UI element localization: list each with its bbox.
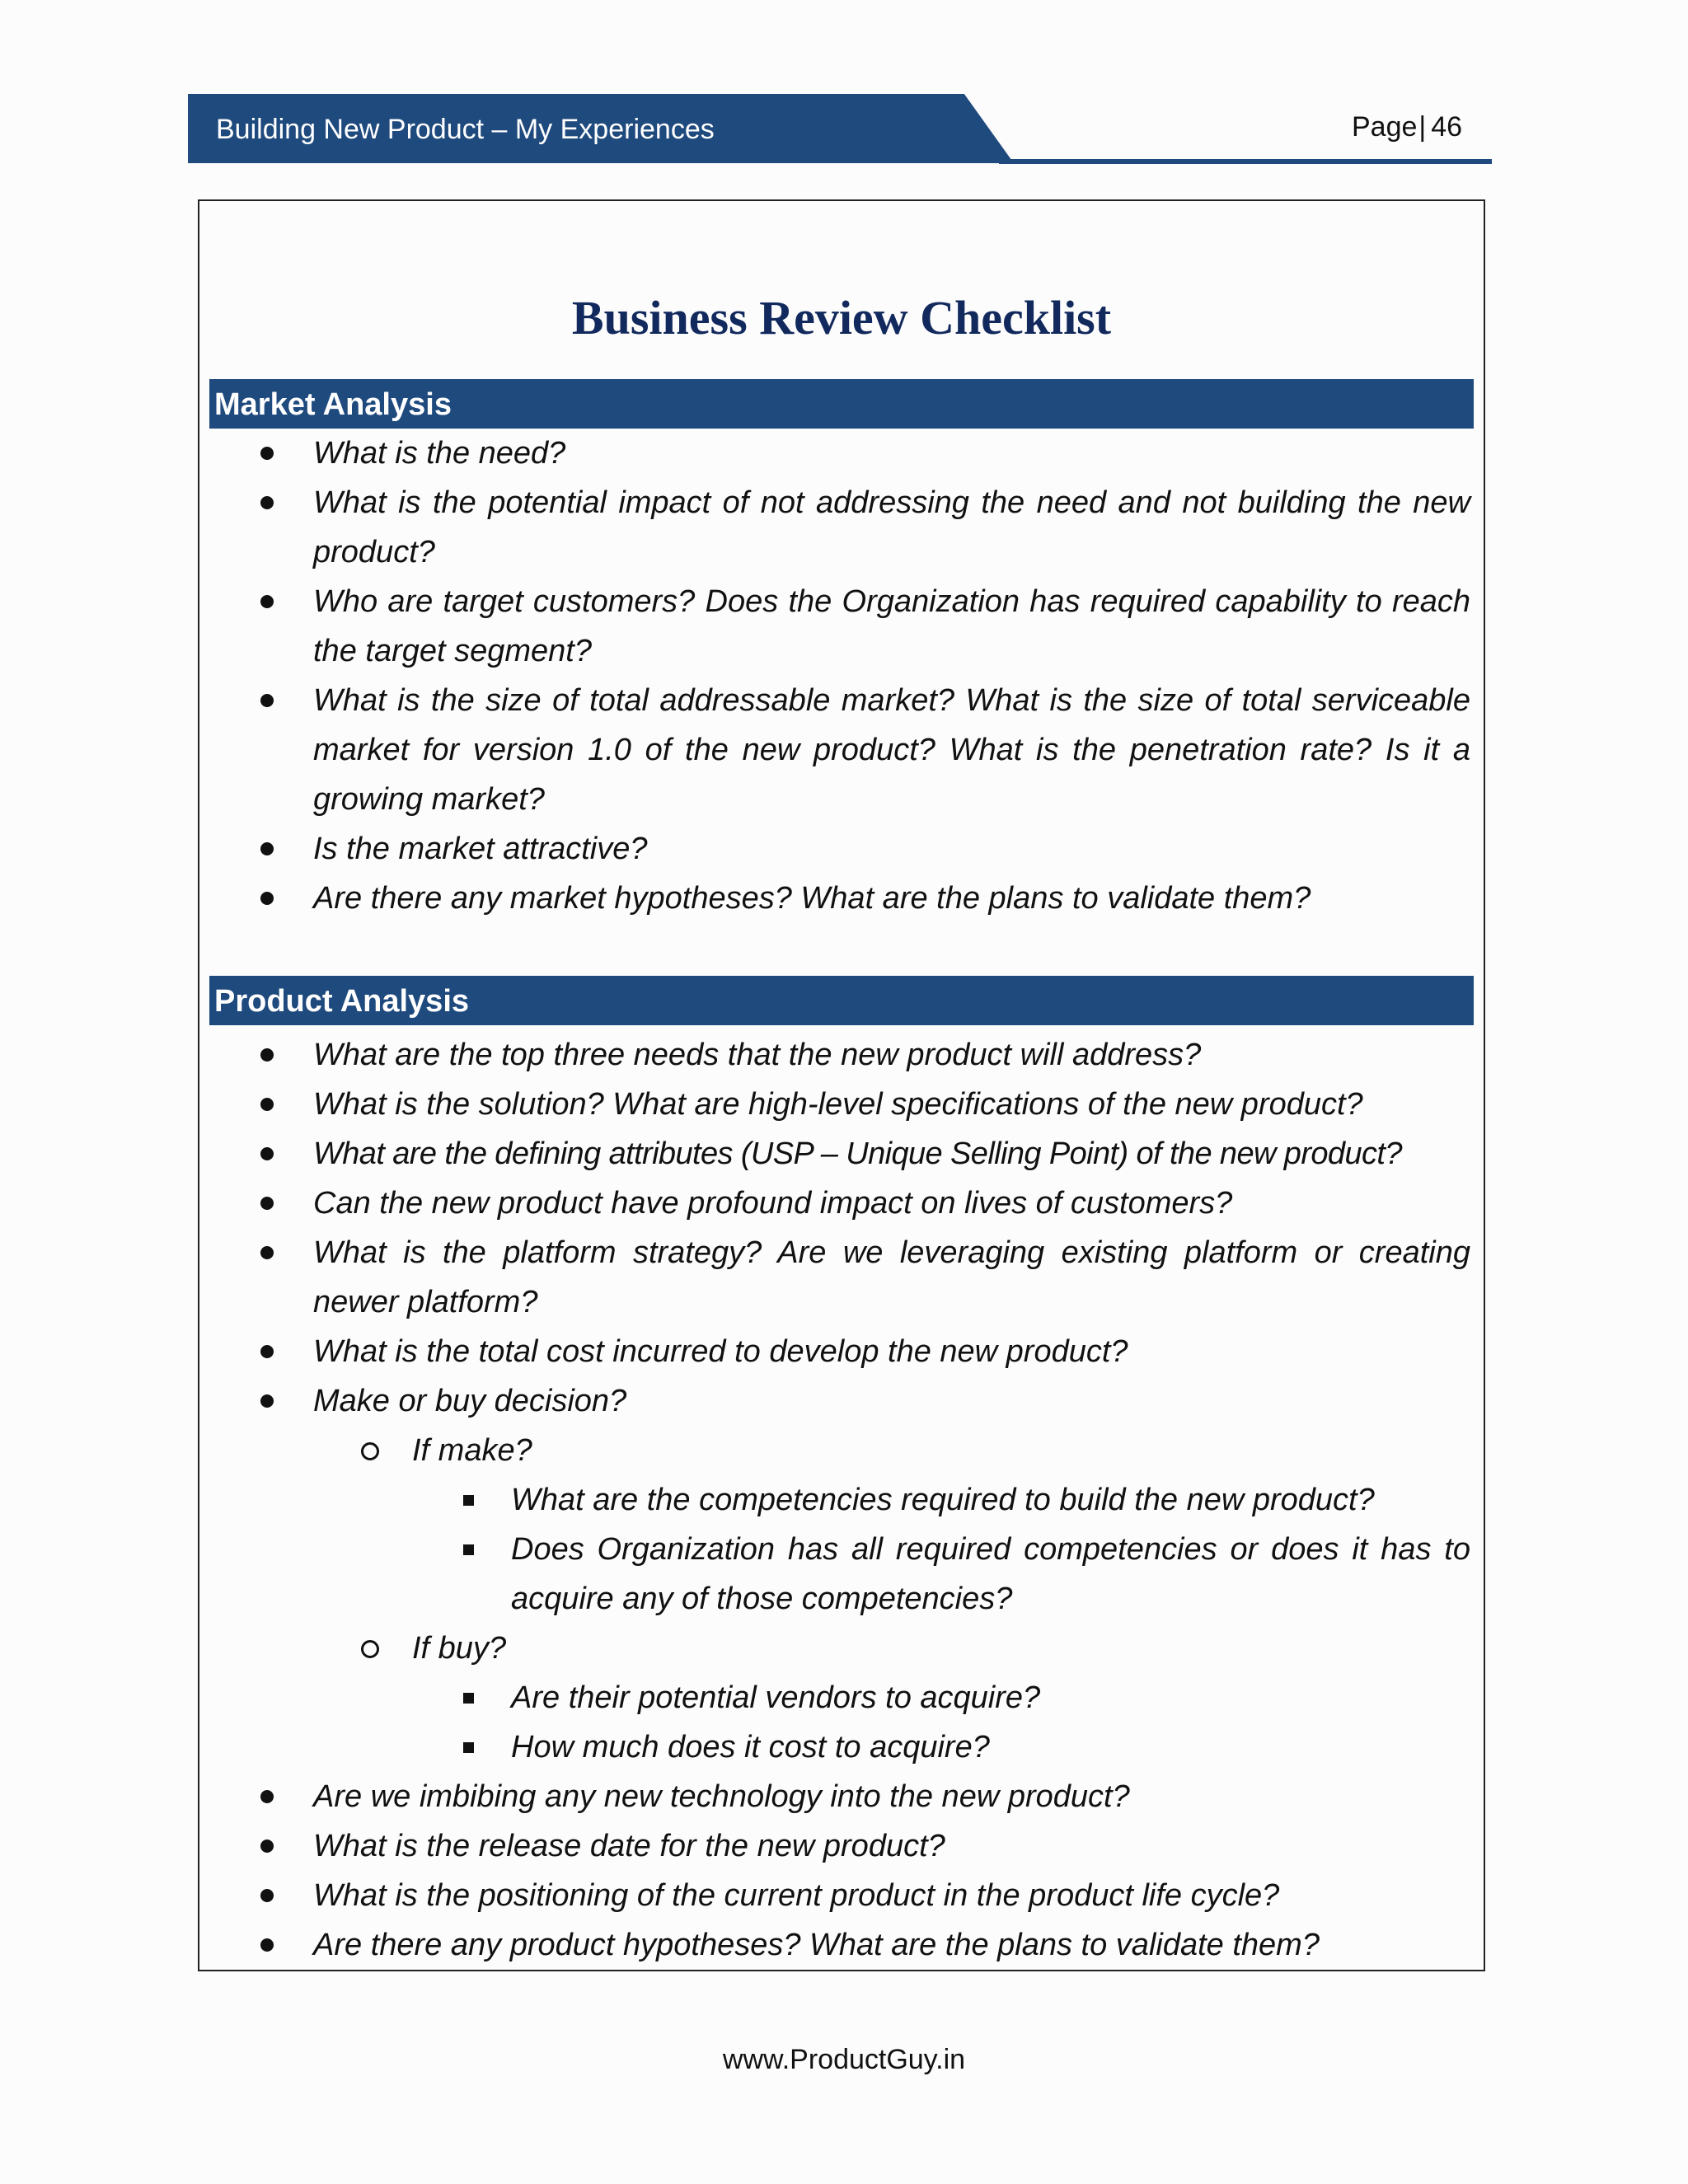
list-item: Is the market attractive? xyxy=(313,832,648,866)
page-label: Page xyxy=(1352,111,1418,143)
sub-sub-list-item: How much does it cost to acquire? xyxy=(511,1730,990,1765)
list-item: Make or buy decision? xyxy=(313,1384,627,1418)
list-item: What is the need? xyxy=(313,436,566,471)
list-item: What is the release date for the new product? xyxy=(313,1829,945,1863)
page-number: 46 xyxy=(1431,111,1463,143)
list-item: Are we imbibing any new technology into the new product? xyxy=(313,1779,1130,1814)
footer-url: www.ProductGuy.in xyxy=(722,2044,966,2075)
section-heading-market-analysis: Market Analysis xyxy=(209,379,1474,429)
list-item: Who are target customers? Does the Organization has required capability to reach the target segment? xyxy=(313,584,1470,668)
sub-list-item-buy: If buy? xyxy=(412,1631,507,1666)
page-number-label xyxy=(1352,111,1462,143)
sub-sub-list-item: What are the competencies required to build the new product? xyxy=(511,1483,1375,1517)
sub-sub-list-item: Does Organization has all required competencies or does it has to acquire any of those competencies? xyxy=(511,1532,1470,1616)
list-item: What is the potential impact of not addressing the need and not building the new product? xyxy=(313,485,1470,569)
sub-sub-list-item: Are their potential vendors to acquire? xyxy=(511,1680,1041,1715)
list-item: What are the top three needs that the new product will address? xyxy=(313,1038,1202,1072)
list-item: What is the solution? What are high-level specifications of the new product? xyxy=(313,1087,1363,1122)
list-item: What is the platform strategy? Are we leveraging existing platform or creating newer platform? xyxy=(313,1235,1470,1319)
list-item: Can the new product have profound impact on lives of customers? xyxy=(313,1186,1233,1221)
list-item: What is the positioning of the current product in the product life cycle? xyxy=(313,1878,1280,1913)
list-item: What are the defining attributes (USP – Unique Selling Point) of the new product? xyxy=(313,1137,1402,1171)
section-heading-product-analysis: Product Analysis xyxy=(209,976,1474,1025)
page-title: Business Review Checklist xyxy=(571,291,1112,344)
list-item: Are there any market hypotheses? What are the plans to validate them? xyxy=(313,881,1311,916)
page-separator: | xyxy=(1418,111,1427,143)
list-item: What is the size of total addressable market? What is the size of total serviceable market for version 1.0 of the new product? What is the penetration rate? Is it a growing market? xyxy=(313,683,1470,817)
running-header-title: Building New Product – My Experiences xyxy=(216,114,715,145)
sub-list-item-make: If make? xyxy=(412,1433,532,1468)
list-item: Are there any product hypotheses? What are the plans to validate them? xyxy=(313,1928,1320,1962)
list-item: What is the total cost incurred to develop the new product? xyxy=(313,1334,1128,1369)
header-rule xyxy=(999,159,1492,164)
